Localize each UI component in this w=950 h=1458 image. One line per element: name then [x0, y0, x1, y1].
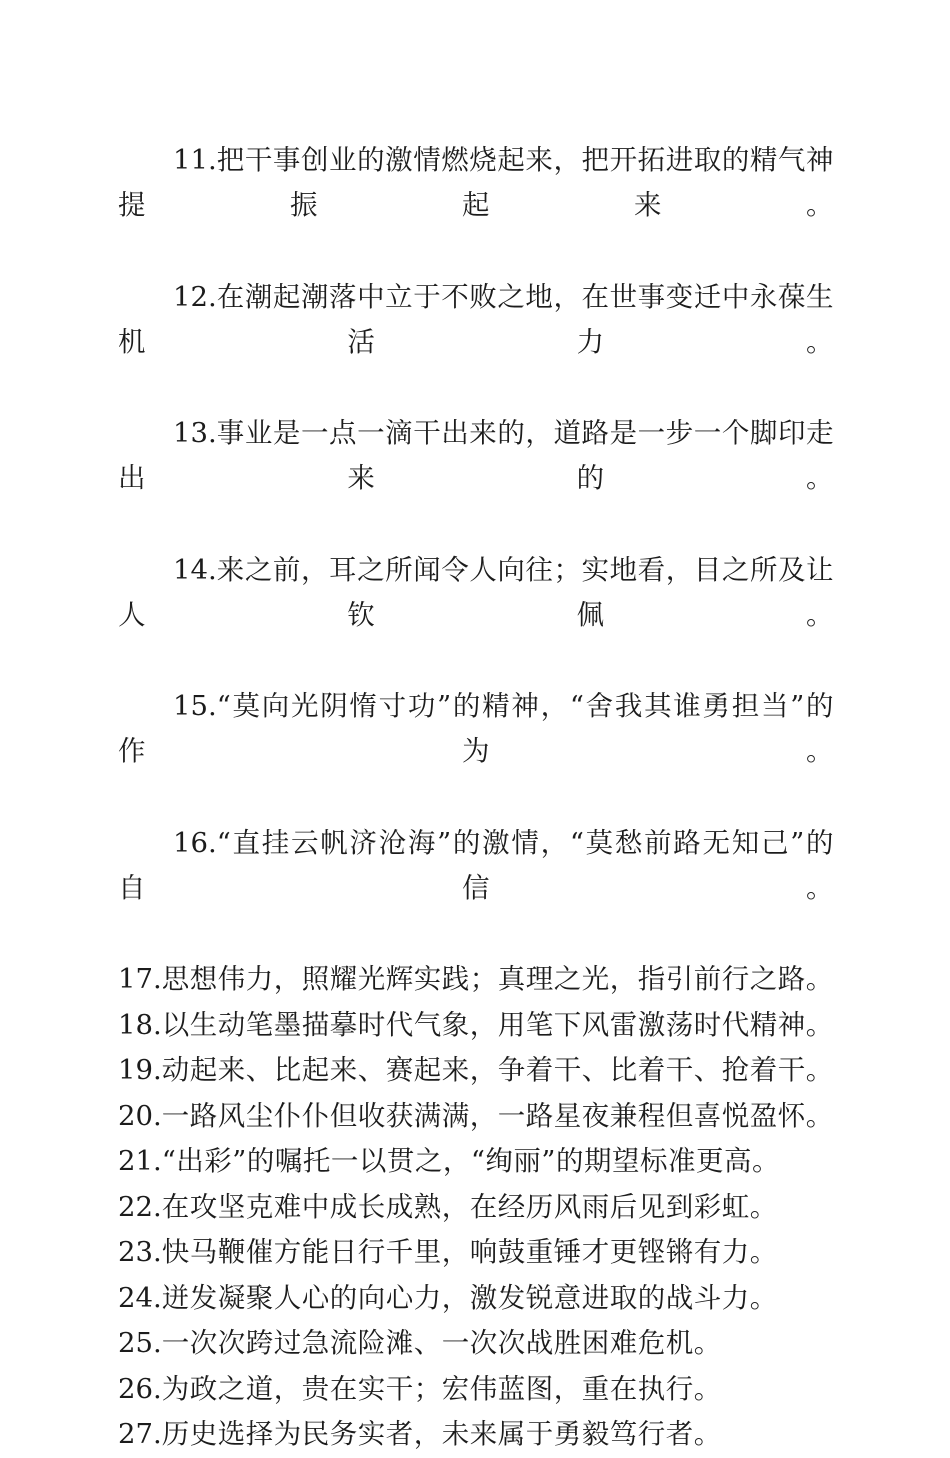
list-item-text: “直挂云帆济沧海”的激情，“莫愁前路无知己”的自信。: [118, 826, 834, 904]
list-item-text: 在攻坚克难中成长成熟，在经历风雨后见到彩虹。: [161, 1190, 778, 1223]
list-item-number: 12.: [173, 280, 217, 313]
list-item-number: 20.: [118, 1099, 162, 1132]
list-item: [118, 1367, 834, 1413]
list-item-number: 24.: [118, 1281, 162, 1314]
list-item-text: 为政之道，贵在实干；宏伟蓝图，重在执行。: [161, 1372, 722, 1405]
list-item-number: 17.: [118, 963, 162, 995]
list-item-number: 13.: [173, 417, 217, 449]
list-item: [118, 1412, 834, 1458]
list-item-text: 以生动笔墨描摹时代气象，用笔下风雷激荡时代精神。: [161, 1008, 834, 1041]
list-item: [118, 275, 834, 412]
list-item-number: 19.: [118, 1054, 162, 1086]
list-item: [118, 1139, 834, 1185]
list-item: [118, 957, 834, 1003]
list-item-text: 来之前，耳之所闻令人向往；实地看，目之所及让人钦佩。: [118, 553, 834, 631]
list-item-text: 快马鞭催方能日行千里，响鼓重锤才更铿锵有力。: [161, 1236, 778, 1268]
list-item-number: 16.: [173, 826, 217, 859]
list-item-text: 思想伟力，照耀光辉实践；真理之光，指引前行之路。: [161, 963, 834, 995]
list-item-number: 21.: [118, 1145, 162, 1177]
list-item-text: 迸发凝聚人心的向心力，激发锐意进取的战斗力。: [161, 1281, 778, 1314]
list-item-number: 14.: [173, 553, 217, 586]
list-item: [118, 1048, 834, 1094]
list-item-number: 11.: [173, 144, 217, 176]
list-item: [118, 548, 834, 685]
list-item-number: 23.: [118, 1236, 162, 1268]
list-item: [118, 1185, 834, 1231]
list-item-text: 事业是一点一滴干出来的，道路是一步一个脚印走出来的。: [118, 417, 834, 494]
list-item: [118, 1230, 834, 1276]
list-item: [118, 138, 834, 275]
list-item-text: 一次次跨过急流险滩、一次次战胜困难危机。: [161, 1327, 722, 1359]
list-item: [118, 1094, 834, 1140]
list-item-text: 在潮起潮落中立于不败之地，在世事变迁中永葆生机活力。: [118, 280, 834, 358]
list-item-number: 25.: [118, 1327, 162, 1359]
list-item-number: 27.: [118, 1418, 162, 1450]
list-item-number: 26.: [118, 1372, 162, 1405]
list-item-text: 把干事创业的激情燃烧起来，把开拓进取的精气神提振起来。: [118, 144, 834, 221]
list-item-text: 一路风尘仆仆但收获满满，一路星夜兼程但喜悦盈怀。: [161, 1099, 834, 1132]
list-item-text: 历史选择为民务实者，未来属于勇毅笃行者。: [161, 1418, 722, 1450]
list-item-text: “出彩”的嘱托一以贯之，“绚丽”的期望标准更高。: [161, 1145, 780, 1177]
list-item: [118, 1276, 834, 1322]
list-item-number: 15.: [173, 690, 217, 722]
list-item-number: 22.: [118, 1190, 162, 1223]
list-item-number: 18.: [118, 1008, 162, 1041]
document-body: [118, 138, 834, 1458]
list-item: [118, 411, 834, 548]
list-item: [118, 684, 834, 821]
list-item: [118, 821, 834, 958]
list-item-text: “莫向光阴惰寸功”的精神，“舍我其谁勇担当”的作为。: [118, 690, 834, 767]
list-item-text: 动起来、比起来、赛起来，争着干、比着干、抢着干。: [161, 1054, 834, 1086]
list-item: [118, 1003, 834, 1049]
